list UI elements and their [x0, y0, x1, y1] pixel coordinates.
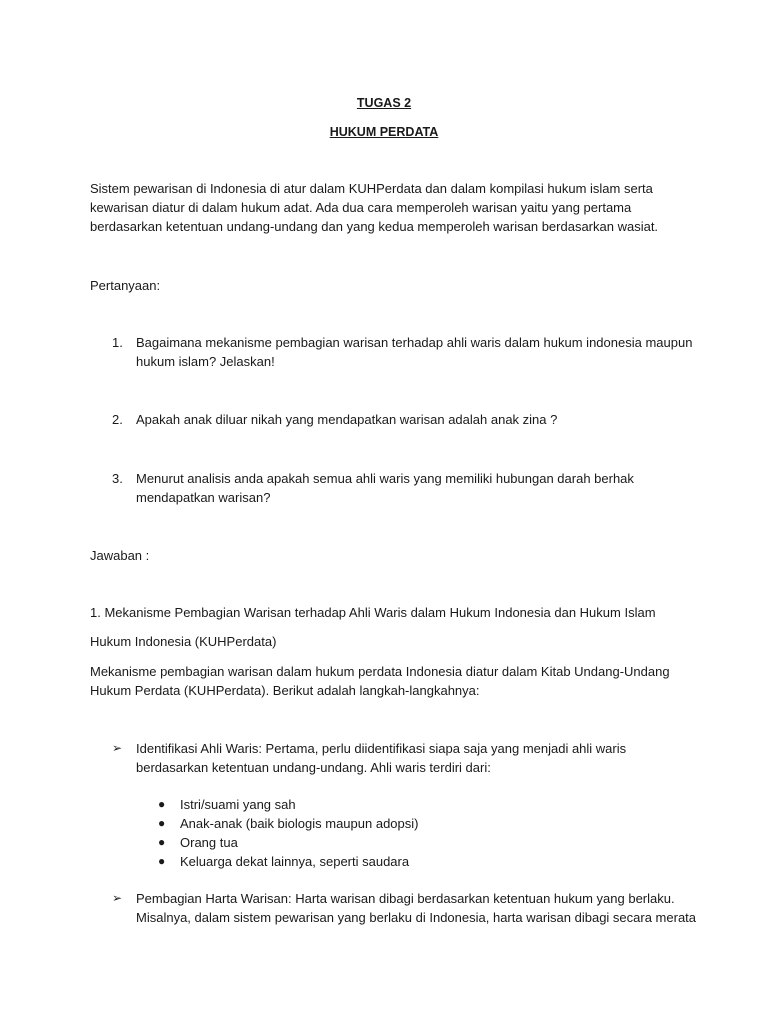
- question-text: Apakah anak diluar nikah yang mendapatkan warisan adalah anak zina ?: [136, 412, 558, 427]
- bullet-icon: ●: [158, 797, 166, 811]
- heir-list-item: Istri/suami yang sah: [180, 797, 296, 812]
- document-subtitle: HUKUM PERDATA: [329, 125, 439, 139]
- answer-1-heading: 1. Mekanisme Pembagian Warisan terhadap Ahli Waris dalam Hukum Indonesia dan Hukum Islam: [90, 605, 656, 620]
- bullet-icon: ●: [158, 835, 166, 849]
- answer-1-paragraph: Mekanisme pembagian warisan dalam hukum perdata Indonesia diatur dalam Kitab Undang-Undang Hukum Perdata (KUHPerdata). Berikut adalah langkah-langkahnya:: [90, 664, 670, 698]
- answers-heading: Jawaban :: [90, 548, 150, 563]
- step-text: Identifikasi Ahli Waris: Pertama, perlu diidentifikasi siapa saja yang menjadi ahli waris berdasarkan ketentuan undang-undang. Ahli waris terdiri dari:: [136, 741, 627, 775]
- answer-1-subheading: Hukum Indonesia (KUHPerdata): [90, 634, 277, 649]
- questions-heading: Pertanyaan:: [90, 278, 161, 293]
- step-text: Pembagian Harta Warisan: Harta warisan dibagi berdasarkan ketentuan hukum yang berlaku. Misalnya, dalam sistem pewarisan yang berlaku di Indonesia, harta warisan dibagi secara merata: [136, 891, 697, 925]
- question-text: Menurut analisis anda apakah semua ahli waris yang memiliki hubungan darah berhak mendapatkan warisan?: [136, 471, 634, 505]
- bullet-icon: ●: [158, 816, 166, 830]
- arrow-bullet-icon: ➢: [112, 891, 123, 905]
- heir-list-item: Anak-anak (baik biologis maupun adopsi): [180, 816, 419, 831]
- question-number: 2.: [112, 412, 123, 427]
- document-title: TUGAS 2: [356, 96, 412, 110]
- heir-list-item: Orang tua: [180, 835, 238, 850]
- bullet-icon: ●: [158, 854, 166, 868]
- question-text: Bagaimana mekanisme pembagian warisan terhadap ahli waris dalam hukum indonesia maupun hukum islam? Jelaskan!: [136, 335, 693, 369]
- intro-paragraph: Sistem pewarisan di Indonesia di atur dalam KUHPerdata dan dalam kompilasi hukum islam serta kewarisan diatur di dalam hukum adat. Ada dua cara memperoleh warisan yaitu yang pertama berdasarkan ketentuan undang-undang dan yang kedua memperoleh warisan berdasarkan wasiat.: [90, 181, 659, 234]
- question-number: 1.: [112, 335, 123, 350]
- question-number: 3.: [112, 471, 123, 486]
- heir-list-item: Keluarga dekat lainnya, seperti saudara: [180, 854, 410, 869]
- arrow-bullet-icon: ➢: [112, 741, 123, 755]
